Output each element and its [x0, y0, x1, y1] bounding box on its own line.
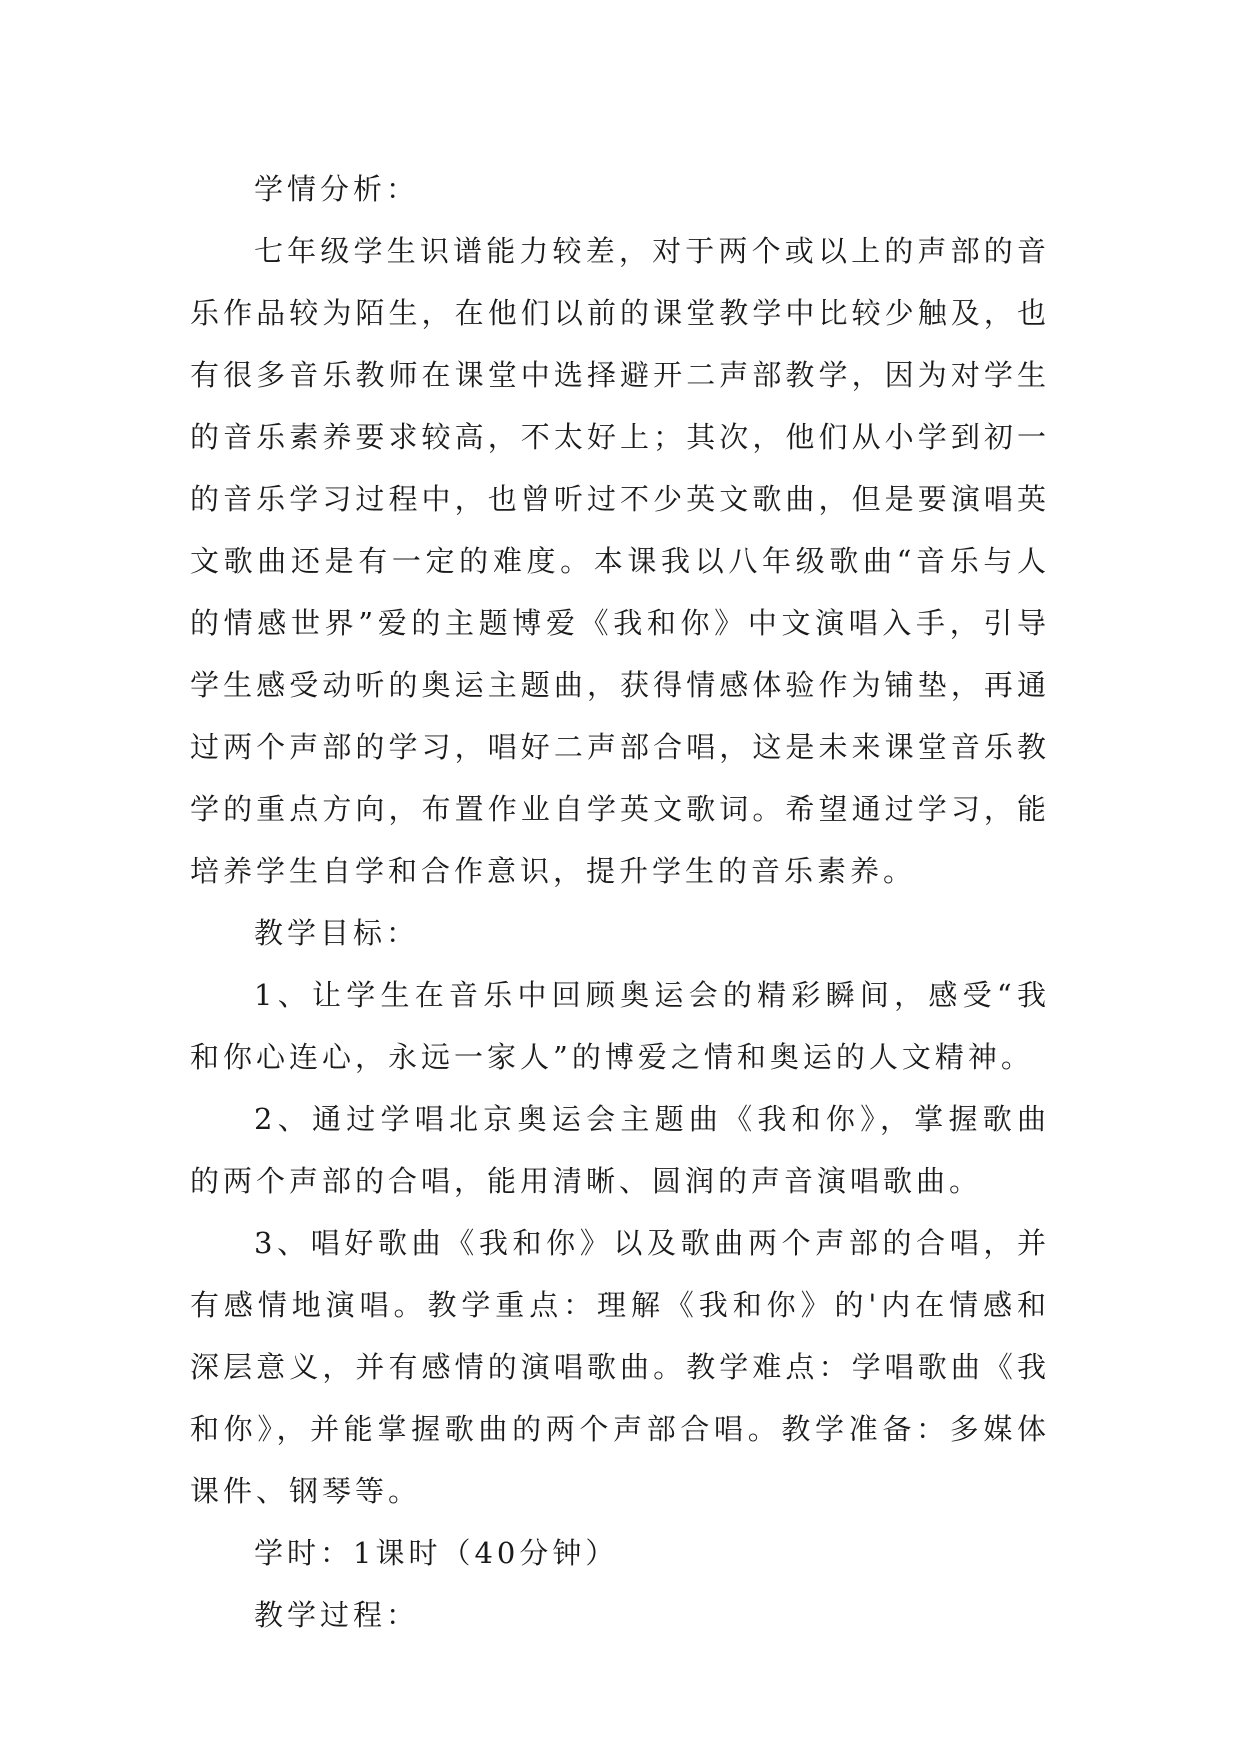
section-heading-teaching-process: 教学过程：: [254, 1598, 420, 1632]
goal-item-1: 1、让学生在音乐中回顾奥运会的精彩瞬间，感受“我和你心连心，永远一家人”的博爱之情和奥运的人文精神。: [190, 978, 1050, 1074]
document-body: [190, 158, 1050, 1646]
goal-item-3: 3、唱好歌曲《我和你》以及歌曲两个声部的合唱，并有感情地演唱。教学重点：理解《我和你》的'内在情感和深层意义，并有感情的演唱歌曲。教学难点：学唱歌曲《我和你》，并能掌握歌曲的两个声部合唱。教学准备：多媒体课件、钢琴等。: [190, 1226, 1050, 1508]
section-heading-learning-analysis: 学情分析：: [254, 172, 420, 206]
paragraph-learning-analysis: 七年级学生识谱能力较差，对于两个或以上的声部的音乐作品较为陌生，在他们以前的课堂教学中比较少触及，也有很多音乐教师在课堂中选择避开二声部教学，因为对学生的音乐素养要求较高，不太好上；其次，他们从小学到初一的音乐学习过程中，也曾听过不少英文歌曲，但是要演唱英文歌曲还是有一定的难度。本课我以八年级歌曲“音乐与人的情感世界”爱的主题博爱《我和你》中文演唱入手，引导学生感受动听的奥运主题曲，获得情感体验作为铺垫，再通过两个声部的学习，唱好二声部合唱，这是未来课堂音乐教学的重点方向，布置作业自学英文歌词。希望通过学习，能培养学生自学和合作意识，提升学生的音乐素养。: [190, 234, 1050, 888]
section-heading-teaching-goals: 教学目标：: [254, 916, 420, 950]
goal-item-2: 2、通过学唱北京奥运会主题曲《我和你》，掌握歌曲的两个声部的合唱，能用清晰、圆润的声音演唱歌曲。: [190, 1102, 1050, 1198]
class-hours-line: 学时：1课时（40分钟）: [254, 1536, 619, 1570]
